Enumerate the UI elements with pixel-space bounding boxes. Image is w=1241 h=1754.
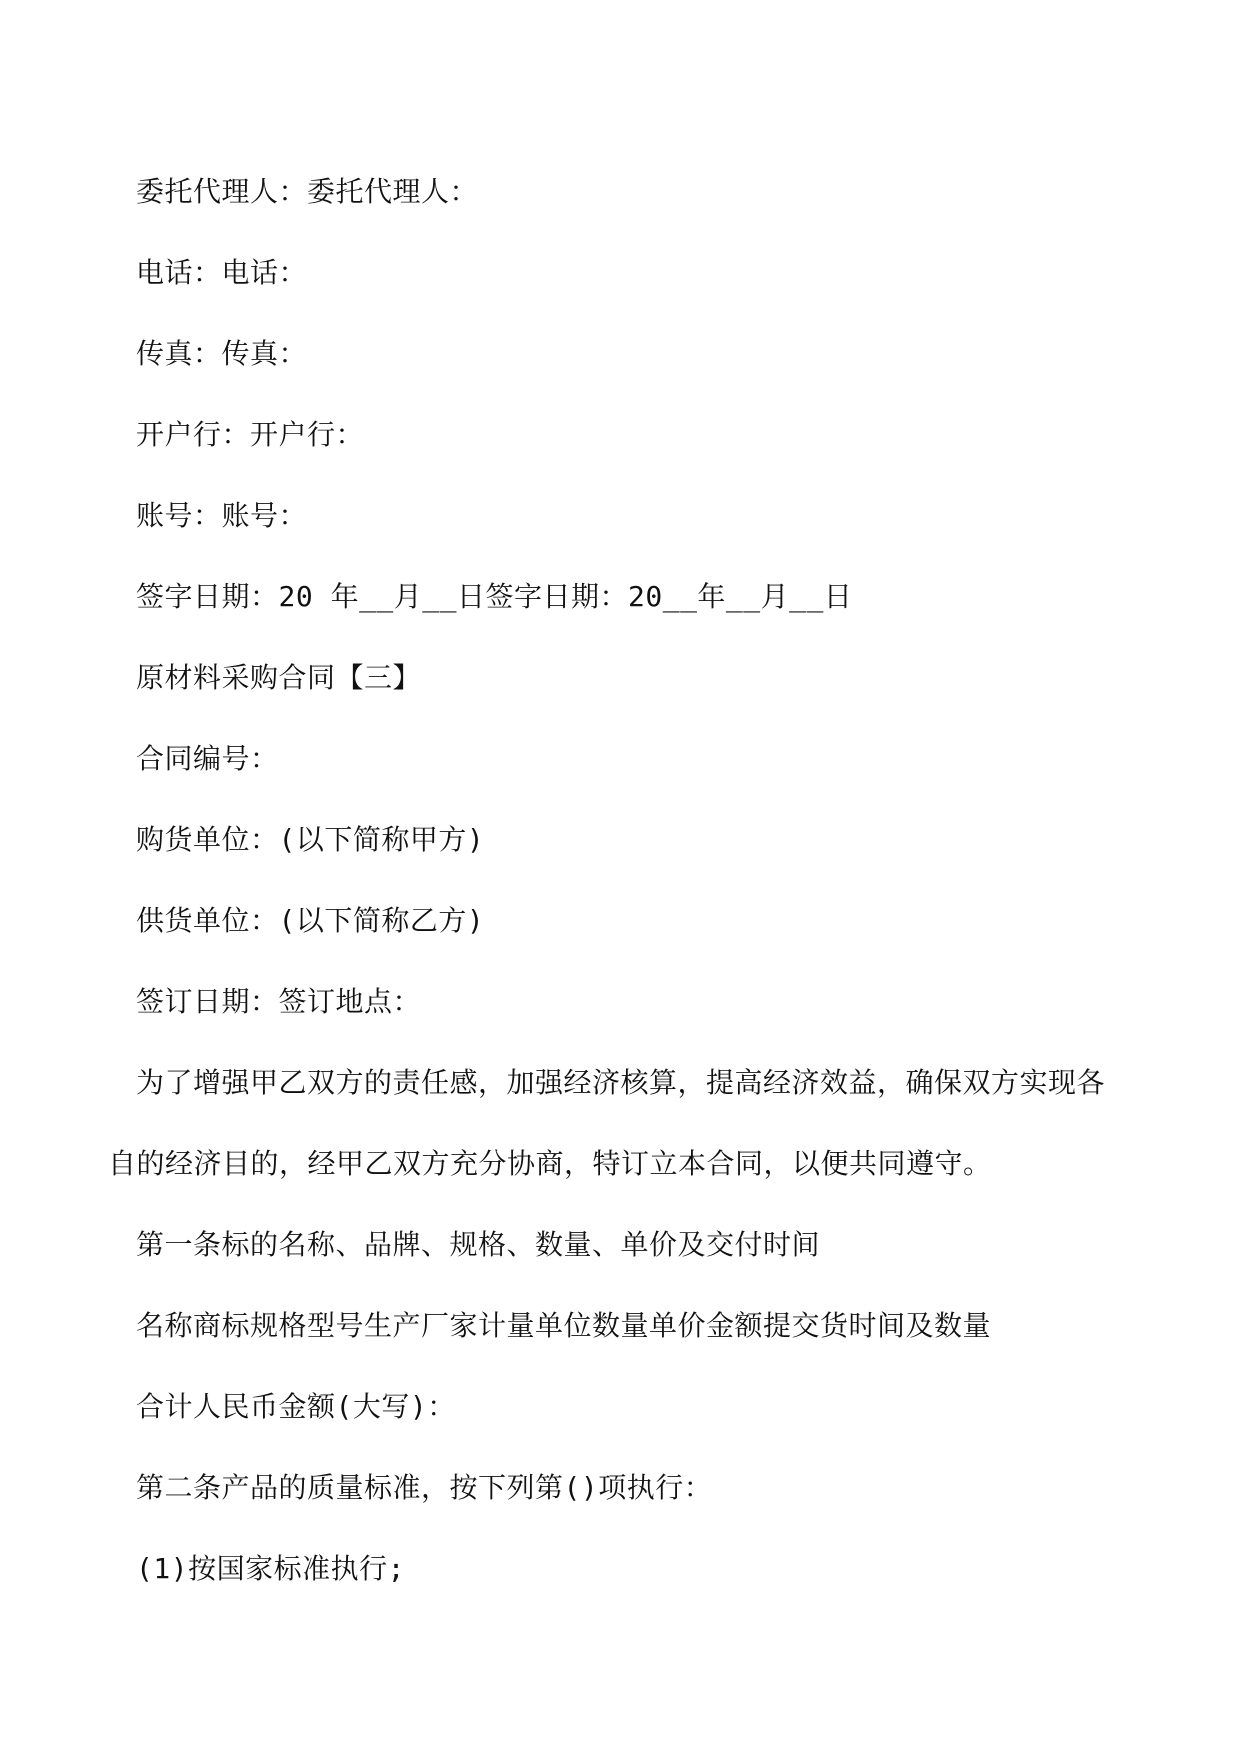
contract-title: 原材料采购合同【三】 <box>136 661 422 694</box>
buyer-line: 购货单位：(以下简称甲方) <box>136 823 485 856</box>
total-amount-line: 合计人民币金额(大写)： <box>136 1390 456 1423</box>
signing-place-line: 签订日期：签订地点： <box>136 985 422 1018</box>
phone-line: 电话：电话： <box>136 256 308 289</box>
bank-line: 开户行：开户行： <box>136 418 365 451</box>
standard-item-1: (1)按国家标准执行; <box>136 1552 405 1585</box>
article-two-heading: 第二条产品的质量标准，按下列第()项执行： <box>136 1471 713 1504</box>
supplier-line: 供货单位：(以下简称乙方) <box>136 904 485 937</box>
signing-date-line: 签字日期：20 年__月__日签字日期：20__年__月__日 <box>136 580 853 613</box>
article-one-heading: 第一条标的名称、品牌、规格、数量、单价及交付时间 <box>136 1228 821 1261</box>
account-line: 账号：账号： <box>136 499 308 532</box>
preamble-line-1: 为了增强甲乙双方的责任感，加强经济核算，提高经济效益，确保双方实现各 <box>136 1066 1106 1099</box>
item-columns-line: 名称商标规格型号生产厂家计量单位数量单价金额提交货时间及数量 <box>136 1309 992 1342</box>
fax-line: 传真：传真： <box>136 337 308 370</box>
preamble-line-2: 自的经济目的，经甲乙双方充分协商，特订立本合同，以便共同遵守。 <box>108 1147 992 1180</box>
contract-number-line: 合同编号： <box>136 742 279 775</box>
agent-line: 委托代理人：委托代理人： <box>136 175 479 208</box>
